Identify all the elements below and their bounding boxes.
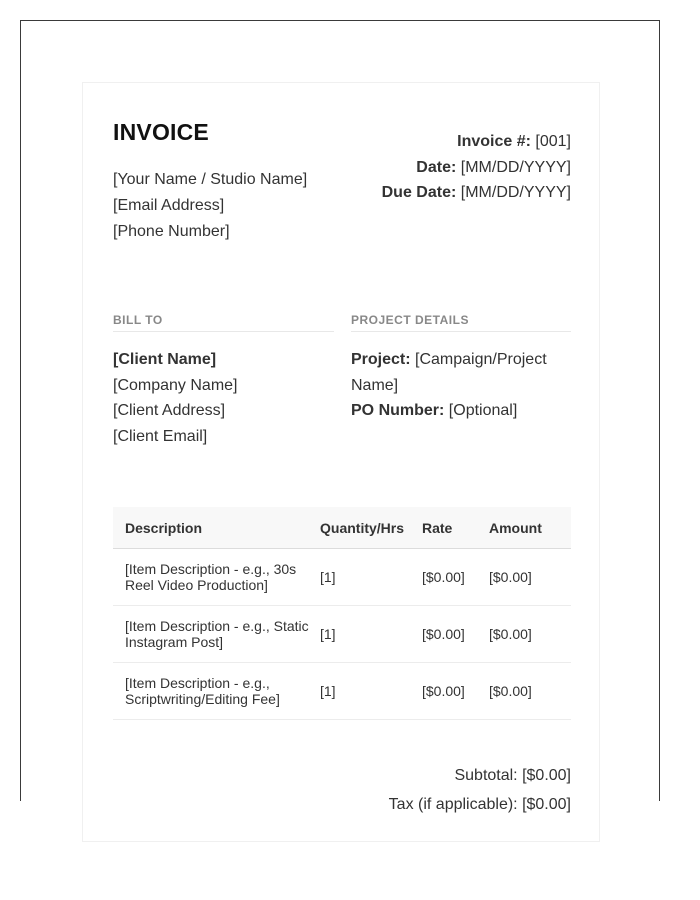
row-description: [Item Description - e.g., Scriptwriting/Editing Fee] [113,663,314,720]
line-items-table [113,507,571,720]
project-label: Project: [351,351,411,368]
row-amount: [$0.00] [489,663,571,720]
po-number-label: PO Number: [351,402,445,420]
row-quantity: [1] [314,606,422,663]
table-row [113,663,571,720]
header-amount: Amount [489,507,571,549]
po-number-line [351,398,571,424]
sender-block [113,167,307,245]
header-description: Description [113,507,314,549]
row-quantity: [1] [314,549,422,606]
invoice-due-date [382,180,571,206]
tax: Tax (if applicable): [$0.00] [388,796,571,813]
bill-to-block [113,347,238,450]
po-number-value: [Optional] [448,402,518,420]
table-row [113,549,571,606]
client-name: [Client Name] [113,351,217,368]
table-header-row [113,507,571,549]
invoice-due-label: Due Date: [381,184,457,201]
sender-email: [Email Address] [113,197,225,214]
invoice-sheet [82,82,600,842]
totals-block [389,761,571,819]
bill-to-heading: BILL TO [113,313,334,332]
invoice-date [382,155,571,181]
sender-phone: [Phone Number] [113,223,230,240]
invoice-number-value: [001] [535,133,571,150]
table-row [113,606,571,663]
row-description: [Item Description - e.g., 30s Reel Video Production] [113,549,314,606]
invoice-due-value: [MM/DD/YYYY] [460,184,571,201]
row-description: [Item Description - e.g., Static Instagram Post] [113,606,314,663]
client-company: [Company Name] [113,376,238,394]
sender-name: [Your Name / Studio Name] [113,171,308,188]
header-quantity: Quantity/Hrs [314,507,422,549]
project-value: [Campaign/Project Name] [351,351,547,394]
subtotal: Subtotal: [$0.00] [454,767,571,784]
invoice-date-value: [MM/DD/YYYY] [460,158,571,176]
project-details-heading: PROJECT DETAILS [351,313,571,332]
row-quantity: [1] [314,663,422,720]
invoice-meta [382,129,571,206]
invoice-number-label: Invoice #: [457,133,531,150]
invoice-title: INVOICE [113,119,209,145]
row-amount: [$0.00] [489,606,571,663]
row-rate: [$0.00] [422,606,489,663]
document-frame [20,20,660,813]
project-line [351,347,571,398]
invoice-number [382,129,571,155]
client-address: [Client Address] [113,402,226,420]
row-rate: [$0.00] [422,663,489,720]
row-amount: [$0.00] [489,549,571,606]
client-email: [Client Email] [113,428,208,446]
row-rate: [$0.00] [422,549,489,606]
project-details-block [351,347,571,424]
header-rate: Rate [422,507,489,549]
invoice-date-label: Date: [416,158,457,176]
